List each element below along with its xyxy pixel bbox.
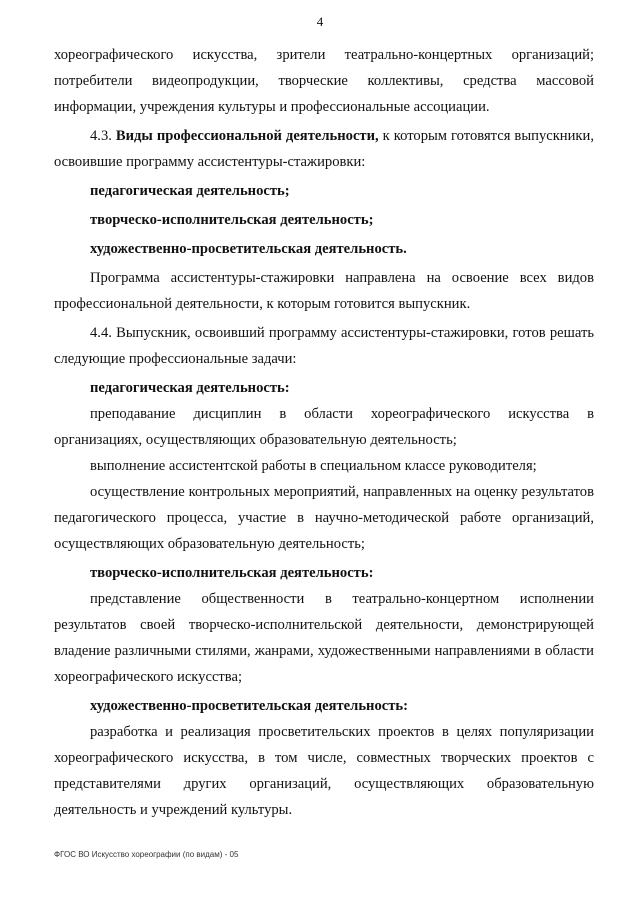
paragraph-4-3 (54, 123, 594, 175)
activity-type-educational: художественно-просветительская деятельность. (90, 241, 407, 257)
task-item: преподавание дисциплин в области хореографического искусства в организациях, осуществляющих образовательную деятельность; (54, 406, 594, 448)
activity-type-creative: творческо-исполнительская деятельность; (90, 212, 374, 228)
clause-bold-heading: Виды профессиональной деятельности, (115, 128, 379, 144)
paragraph-program-scope: Программа ассистентуры-стажировки направлена на освоение всех видов профессиональной деятельности, к которым готовится выпускник. (54, 270, 594, 312)
task-item: осуществление контрольных мероприятий, направленных на оценку результатов педагогического процесса, участие в научно-методической работе организаций, осуществляющих образовательную деятельность; (54, 484, 594, 552)
activity-type-pedagogical: педагогическая деятельность; (90, 183, 290, 199)
document-footer: ФГОС ВО Искусство хореографии (по видам) - 05 (54, 850, 239, 859)
paragraph-4-4: 4.4. Выпускник, освоивший программу ассистентуры-стажировки, готов решать следующие профессиональные задачи: (54, 325, 594, 367)
clause-text: к которым готовятся выпускники, освоившие программу ассистентуры-стажировки: (54, 128, 594, 170)
task-item: представление общественности в театрально-концертном исполнении результатов своей творческо-исполнительской деятельности, демонстрирующей владение различными стилями, жанрами, художественными направлениями в области хореографического искусства; (54, 591, 594, 685)
paragraph-audience: хореографического искусства, зрители театрально-концертных организаций; потребители видеопродукции, творческие коллективы, средства массовой информации, учреждения культуры и профессиональные ассоциации. (54, 47, 594, 115)
task-item: выполнение ассистентской работы в специальном классе руководителя; (90, 458, 537, 474)
section-heading-educational: художественно-просветительская деятельность: (90, 698, 408, 714)
page-number: 4 (316, 14, 324, 29)
section-heading-pedagogical: педагогическая деятельность: (90, 380, 290, 396)
task-item: разработка и реализация просветительских проектов в целях популяризации хореографического искусства, в том числе, совместных творческих проектов с представителями других организаций, осуществляющих образовательную деятельность и учреждений культуры. (54, 724, 594, 818)
section-heading-creative: творческо-исполнительская деятельность: (90, 565, 374, 581)
document-body (54, 42, 594, 823)
clause-number: 4.3. (90, 128, 112, 144)
